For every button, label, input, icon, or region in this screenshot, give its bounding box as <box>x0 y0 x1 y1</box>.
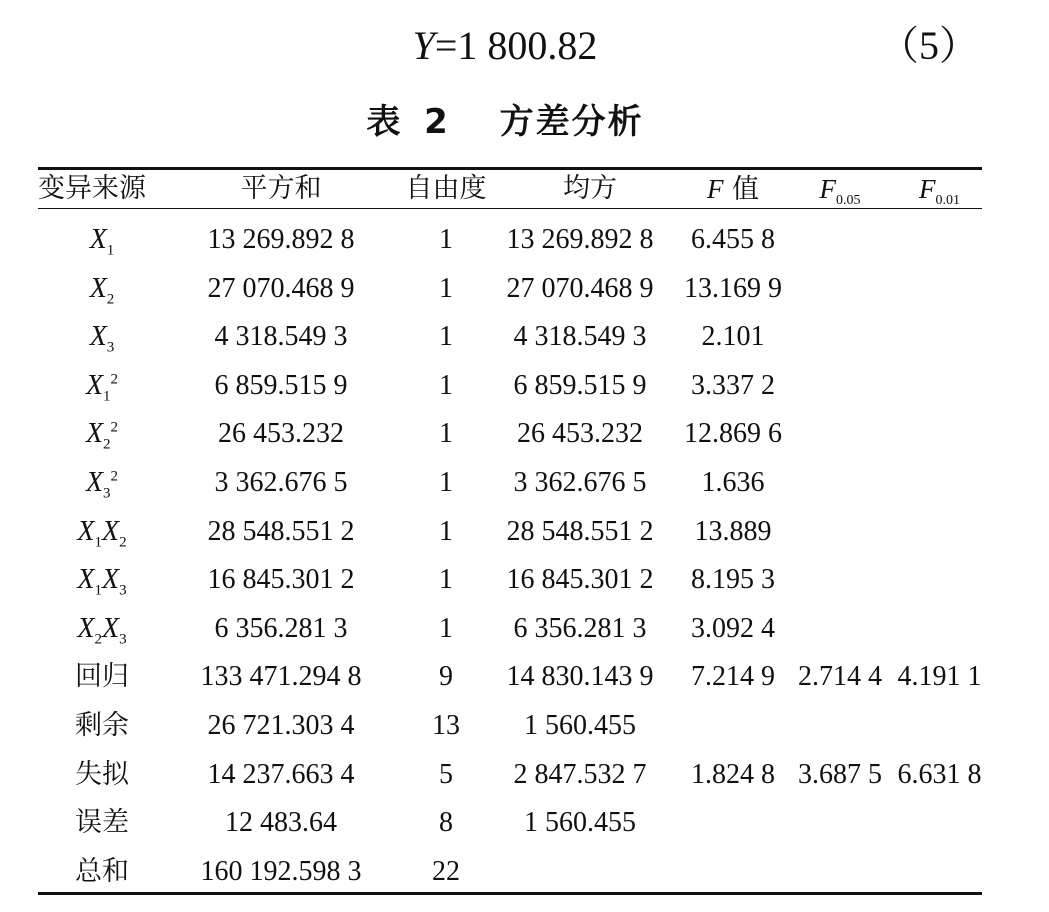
cell-sum-of-squares: 133 471.294 8 <box>200 661 362 693</box>
table-body <box>38 216 982 896</box>
cell-f-005 <box>783 216 897 265</box>
source-symbol: $X_2^2$ <box>85 418 119 453</box>
cell-degrees-of-freedom: 1 <box>439 612 453 644</box>
cell-f-value: 12.869 6 <box>684 418 782 450</box>
caption-number: 2 <box>424 102 450 142</box>
cell-degrees-of-freedom: 1 <box>439 369 453 401</box>
table-row <box>38 362 982 411</box>
cell-f-001 <box>897 556 982 605</box>
regression-equation <box>0 18 1010 74</box>
table-row <box>38 508 982 557</box>
cell-f-value: 2.101 <box>701 321 765 353</box>
cell-source <box>38 265 166 314</box>
cell-sum-of-squares: 26 721.303 4 <box>207 709 355 741</box>
cell-source <box>38 313 166 362</box>
cell-mean-square: 13 269.892 8 <box>506 224 654 255</box>
header-f-005 <box>783 170 897 208</box>
cell-f-001 <box>897 459 982 508</box>
cell-degrees-of-freedom: 9 <box>439 661 453 693</box>
cell-source: 失拟 <box>75 758 129 790</box>
cell-f-value: 13.169 9 <box>684 272 782 304</box>
source-symbol: $X_3^2$ <box>85 466 119 502</box>
cell-f-005: 3.687 5 <box>798 758 882 790</box>
header-f-005-symbol: F <box>819 174 836 204</box>
cell-degrees-of-freedom: 5 <box>439 758 453 790</box>
cell-source <box>38 216 166 265</box>
header-f-001-subscript: 0.01 <box>935 193 960 208</box>
equation-line <box>0 18 1049 74</box>
cell-f-value: 1.636 <box>701 466 765 498</box>
cell-source <box>38 556 166 605</box>
table-caption <box>0 96 1010 148</box>
cell-degrees-of-freedom: 1 <box>439 515 453 547</box>
cell-mean-square: 1 560.455 <box>524 709 636 741</box>
cell-f-value: 3.337 2 <box>691 369 775 401</box>
cell-f-value: 3.092 4 <box>691 612 775 644</box>
source-symbol: $X_2$ <box>89 272 115 308</box>
header-mean-square: 均方 <box>563 173 617 204</box>
table-row <box>38 265 982 314</box>
cell-degrees-of-freedom: 1 <box>439 466 453 498</box>
cell-degrees-of-freedom: 1 <box>439 224 453 255</box>
table-row <box>38 459 982 508</box>
cell-f-001 <box>897 313 982 362</box>
table-row <box>38 799 982 848</box>
table-row <box>38 702 982 751</box>
cell-f-005 <box>783 605 897 654</box>
equation-variable: Y <box>412 23 435 68</box>
cell-sum-of-squares: 13 269.892 8 <box>207 224 355 255</box>
table-header-rule <box>38 208 982 209</box>
cell-f-005 <box>783 702 897 751</box>
cell-source: 总和 <box>75 855 129 887</box>
cell-mean-square: 1 560.455 <box>524 807 636 839</box>
cell-source: 误差 <box>75 807 129 839</box>
cell-f-001 <box>897 508 982 557</box>
cell-f-001 <box>897 605 982 654</box>
header-sum-of-squares: 平方和 <box>240 173 322 204</box>
cell-f-001 <box>897 799 982 848</box>
cell-source: 剩余 <box>75 709 129 741</box>
cell-f-value: 6.455 8 <box>691 224 775 255</box>
table-header-row <box>38 170 982 208</box>
cell-source <box>38 605 166 654</box>
cell-f-005 <box>783 508 897 557</box>
cell-source: 回归 <box>75 661 129 693</box>
cell-mean-square: 26 453.232 <box>517 418 643 450</box>
cell-f-001 <box>897 216 982 265</box>
header-f-001 <box>897 170 982 208</box>
table-bottom-rule <box>38 892 982 895</box>
cell-sum-of-squares: 160 192.598 3 <box>200 855 362 887</box>
cell-f-005 <box>783 362 897 411</box>
table-row <box>38 410 982 459</box>
cell-sum-of-squares: 14 237.663 4 <box>207 758 355 790</box>
cell-mean-square: 4 318.549 3 <box>513 321 647 353</box>
cell-sum-of-squares: 27 070.468 9 <box>207 272 355 304</box>
cell-mean-square <box>476 848 684 897</box>
cell-f-001: 4.191 1 <box>897 661 982 693</box>
table-row <box>38 556 982 605</box>
header-f-005-subscript: 0.05 <box>836 193 861 208</box>
cell-f-value: 7.214 9 <box>691 661 775 693</box>
cell-f-005: 2.714 4 <box>798 661 882 693</box>
header-f-value-symbol: F <box>706 174 724 204</box>
cell-degrees-of-freedom: 1 <box>439 564 453 596</box>
cell-f-001 <box>897 702 982 751</box>
source-symbol: $X_1$ <box>89 224 115 259</box>
cell-degrees-of-freedom: 1 <box>439 321 453 353</box>
cell-sum-of-squares: 26 453.232 <box>218 418 344 450</box>
cell-f-005 <box>783 848 897 897</box>
cell-f-005 <box>783 410 897 459</box>
cell-f-001: 6.631 8 <box>897 758 982 790</box>
cell-f-005 <box>783 556 897 605</box>
source-symbol: $X_2X_3$ <box>77 612 127 648</box>
cell-mean-square: 6 356.281 3 <box>513 612 647 644</box>
cell-f-value: 8.195 3 <box>691 564 775 596</box>
header-f-001-symbol: F <box>919 174 936 204</box>
cell-degrees-of-freedom: 8 <box>439 807 453 839</box>
cell-mean-square: 16 845.301 2 <box>506 564 654 596</box>
header-f-value-text: 值 <box>732 174 760 205</box>
table-row <box>38 653 982 702</box>
cell-f-001 <box>897 848 982 897</box>
cell-source <box>38 362 166 411</box>
table-row <box>38 216 982 265</box>
cell-f-005 <box>783 265 897 314</box>
cell-sum-of-squares: 6 356.281 3 <box>214 612 348 644</box>
cell-sum-of-squares: 3 362.676 5 <box>214 466 348 498</box>
cell-f-value: 13.889 <box>694 515 772 547</box>
cell-f-005 <box>783 799 897 848</box>
cell-f-001 <box>897 362 982 411</box>
caption-label: 表 <box>366 102 403 142</box>
cell-mean-square: 2 847.532 7 <box>513 758 647 790</box>
cell-mean-square: 3 362.676 5 <box>513 466 647 498</box>
table-row <box>38 751 982 800</box>
table-row <box>38 313 982 362</box>
cell-f-005 <box>783 459 897 508</box>
equation-number: （5） <box>879 23 979 68</box>
table-row <box>38 848 982 897</box>
cell-f-001 <box>897 265 982 314</box>
cell-source <box>38 459 166 508</box>
cell-degrees-of-freedom: 22 <box>432 855 460 887</box>
header-degrees-of-freedom: 自由度 <box>405 173 487 204</box>
cell-mean-square: 27 070.468 9 <box>506 272 654 304</box>
cell-sum-of-squares: 6 859.515 9 <box>214 369 348 401</box>
cell-mean-square: 14 830.143 9 <box>506 661 654 693</box>
cell-f-001 <box>897 410 982 459</box>
table-row <box>38 605 982 654</box>
source-symbol: $X_1X_3$ <box>77 564 127 599</box>
cell-sum-of-squares: 4 318.549 3 <box>214 321 348 353</box>
caption-title: 方差分析 <box>499 102 644 142</box>
cell-degrees-of-freedom: 1 <box>439 418 453 450</box>
source-symbol: $X_1X_2$ <box>77 515 127 551</box>
source-symbol: $X_1^2$ <box>85 369 119 405</box>
cell-sum-of-squares: 16 845.301 2 <box>207 564 355 596</box>
cell-f-005 <box>783 313 897 362</box>
cell-source <box>38 410 166 459</box>
cell-source <box>38 508 166 557</box>
cell-sum-of-squares: 12 483.64 <box>225 807 337 839</box>
cell-degrees-of-freedom: 13 <box>432 709 460 741</box>
cell-mean-square: 6 859.515 9 <box>513 369 647 401</box>
header-source: 变异来源 <box>38 173 146 204</box>
cell-mean-square: 28 548.551 2 <box>506 515 654 547</box>
source-symbol: $X_3$ <box>89 321 115 356</box>
cell-degrees-of-freedom: 1 <box>439 272 453 304</box>
cell-f-value: 1.824 8 <box>691 758 775 790</box>
equation-expression: =1 800.82 <box>434 23 598 68</box>
cell-sum-of-squares: 28 548.551 2 <box>207 515 355 547</box>
